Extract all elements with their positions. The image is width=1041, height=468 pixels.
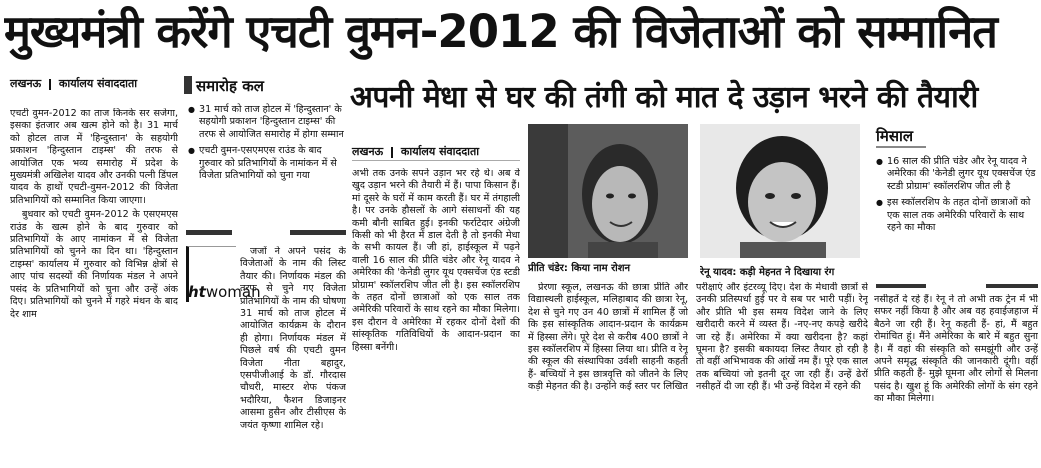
byline-desk: कार्यालय संवाददाता — [58, 77, 138, 90]
left-article-para-3: जजों ने अपने पसंद के विजेताओं के नाम की लिस्ट तैयार की। निर्णायक मंडल की तरफ से चुने गए विजेता प्रतिभागियों के नाम की घोषणा 31 मार्च को ताज होटल में आयोजित कार्यक्रम के दौरान ही होगा। निर्णायक मंडल में पिछले वर्ष की एचटी वुमन विजेता नीता बहादुर, एसपीजीआई के डॉ. गौरदास चौधरी, मास्टर शेफ पंकज भदौरिया, फैशन डिजाइनर आसमा हुसैन और टीसीएस के जयंत कृष्णा शामिल रहे। — [240, 246, 346, 431]
samaroh-bullets — [188, 104, 344, 186]
photo-preeti — [528, 124, 688, 258]
photo-renu-caption: रेनू यादव: कड़ी मेहनत ने दिखाया रंग — [700, 267, 835, 278]
byline-place: लखनऊ — [352, 145, 384, 158]
misal-bullet-1: ● 16 साल की प्रीति चंडेर और रेनू यादव ने अमेरिका की 'केनेडी लुगर यूथ एक्सचेंज एंड स्टडी प्रोग्राम' स्कॉलरशिप जीत ली है — [876, 156, 1036, 193]
left-article-column-2 — [184, 246, 346, 464]
right-article-column-3 — [696, 282, 868, 464]
right-article-column-4 — [874, 294, 1038, 464]
samaroh-bullet-1: ● 31 मार्च को ताज होटल में 'हिन्दुस्तान' के सहयोगी प्रकाशन 'हिन्दुस्तान टाइम्स' की तरफ से आयोजित समारोह में होगा सम्मान — [188, 104, 344, 141]
byline-divider — [391, 147, 393, 158]
divider-bar — [186, 230, 232, 235]
right-article-column-1 — [352, 168, 520, 464]
byline-divider — [49, 79, 51, 90]
right-article-column-2 — [528, 282, 688, 464]
main-headline: मुख्यमंत्री करेंगे एचटी वुमन-2012 की विजेताओं को सम्मानित — [4, 5, 997, 58]
divider-bar — [876, 284, 926, 288]
byline-desk: कार्यालय संवाददाता — [400, 145, 480, 158]
photo-preeti-caption: प्रीति चंडेर: किया नाम रोशन — [528, 263, 631, 274]
byline-rule — [352, 160, 520, 161]
right-article-col2-text: प्रेरणा स्कूल, लखनऊ की छात्रा प्रीति और विद्यास्थली हाईस्कूल, मलिहाबाद की छात्रा रेनू, देश से चुने गए उन 40 छात्रों में शामिल हैं जो कि इस सांस्कृतिक आदान-प्रदान के कार्यक्रम में हिस्सा लेंगे। पूरे देश से करीब 400 छात्रों ने इस स्कॉलरशिप में हिस्सा लिया था। प्रीति व रेनू की स्कूल की संस्थापिका उर्वशी साहनी कहती हैं- बच्चियों ने इस छात्रवृत्ति को जीतने के लिए कड़ी मेहनत की है। उन्होंने कई स्तर पर लिखित — [528, 282, 688, 393]
portrait-image — [700, 124, 860, 258]
samaroh-title: समारोह कल — [196, 77, 264, 95]
left-article-column-1 — [10, 108, 178, 463]
left-article-para-2: बुधवार को एचटी वुमन-2012 के एसएमएस राउंड के खत्म होने के बाद गुरुवार को प्रतिभागियों के आए नामांकन में से विजेता प्रतिभागियों को चुनने का दिन था। 'हिन्दुस्तान टाइम्स' कार्यालय में गुरुवार को विभिन्न क्षेत्रों से आए पांच सदस्यों की निर्णायक मंडल ने अपने पसंद के प्रतिभागियों को चुना और उन्हें अंक दिए। प्रतिभागियों को चुनने में गहरे मंथन के बाद देर शाम — [10, 209, 178, 320]
divider-bar — [986, 284, 1038, 288]
right-article-col4-text: नसीहतें दे रहे हैं। रेनू ने तो अभी तक ट्रेन में भी सफर नहीं किया है और अब वह हवाईजहाज में बैठने जा रही हैं। रेनू कहती हैं- हां, मैं बहुत रोमांचित हूं। मैंने अमेरिका के बारे में बहुत सुना है। मैं वहां की संस्कृति को समझूंगी और उन्हें अपने समृद्ध संस्कृति की जानकारी दूंगी। वहीं प्रीति कहती हैं- मुझे घूमना और लोगों से मिलना पसंद है। खुश हूं कि अमेरिकी लोगों के संग रहने का मौका मिलेगा। — [874, 294, 1038, 405]
misal-box — [874, 124, 1038, 286]
samaroh-bullet-2: ● एचटी वुमन-एसएमएस राउंड के बाद गुरुवार को प्रतिभागियों के नामांकन में से विजेता प्रतिभागियों को चुना गया — [188, 145, 344, 182]
misal-underline — [876, 146, 926, 148]
divider-bar — [290, 230, 346, 235]
portrait-image — [528, 124, 688, 258]
logo-ht: ht — [188, 283, 206, 301]
misal-bullets — [876, 156, 1036, 238]
right-article-col1-text: अभी तक उनके सपने उड़ान भर रहे थे। अब वे खुद उड़ान भरने की तैयारी में हैं। पापा किसान हैं। मां दूसरे के घरों में काम करती हैं। घर में तंगहाली है। पर उनके हौसलों के आगे संसाधनों की यह कमी बौनी साबित हुई। इनकी फर्राटेदार अंग्रेजी किसी को भी हैरत में डाल देती है तो इनकी मेधा के सभी कायल हैं। जी हां, हाईस्कूल में पढ़ने वाली 16 साल की प्रीति चंडेर और रेनू यादव ने अमेरिका की 'केनेडी लुगर यूथ एक्सचेंज एंड स्टडी प्रोग्राम' स्कॉलरशिप जीत ली है। इस स्कॉलरशिप के तहत दोनों छात्राओं को एक साल तक अमेरिकी परिवारों के साथ रहने का मौका मिलेगा। इस दौरान वे अमेरिका में रहकर दोनों देशों की सांस्कृतिक गतिविधियों के आदान-प्रदान का हिस्सा बनेंगी। — [352, 168, 520, 353]
left-article-para-1: एचटी वुमन-2012 का ताज किनके सर सजेगा, इसका इंतजार अब खत्म होने को है। 31 मार्च को होटल ताज में 'हिन्दुस्तान' के सहयोगी प्रकाशन 'हिन्दुस्तान टाइम्स' की तरफ से आयोजित एक भव्य समारोह में प्रदेश के मुख्यमंत्री अखिलेश यादव और उनकी पत्नी डिंपल यादव के हाथों एचटी-वुमन-2012 की विजेता प्रतिभागियों को सम्मानित किया जाएगा। — [10, 108, 178, 206]
left-byline — [10, 76, 137, 91]
box-marker — [184, 76, 192, 94]
logo-woman: woman — [205, 283, 261, 301]
samaroh-box — [184, 76, 346, 226]
misal-bullet-2: ● इस स्कॉलरशिप के तहत दोनों छात्राओं को एक साल तक अमेरिकी परिवारों के साथ रहने का मौका — [876, 197, 1036, 234]
sub-headline: अपनी मेधा से घर की तंगी को मात दे उड़ान भरने की तैयारी — [350, 80, 978, 115]
byline-place: लखनऊ — [10, 77, 42, 90]
photo-renu — [700, 124, 860, 258]
right-byline — [352, 144, 479, 159]
misal-title: मिसाल — [876, 127, 914, 145]
right-article-col3-text: परीक्षाएं और इंटरव्यू दिए। देश के मेधावी छात्रों से उनकी प्रतिस्पर्धा हुई पर वे सब पर भारी पड़ीं। रेनू और प्रीति भी इस समय विदेश जाने के लिए खरीदारी करने में व्यस्त हैं। -नए-नए कपड़े खरीदे जा रहे हैं। अमेरिका में क्या खरीदना है? कहां घूमना है? इसकी बकायदा लिस्ट तैयार हो रही है तो वहीं अभिभावक की आंखें नम हैं। पूरे एक साल तक बच्चियां जो इतनी दूर जा रही हैं। उन्हें ढेरों नसीहतें दी जा रही हैं। भी उन्हें विदेश में रहने की — [696, 282, 868, 393]
